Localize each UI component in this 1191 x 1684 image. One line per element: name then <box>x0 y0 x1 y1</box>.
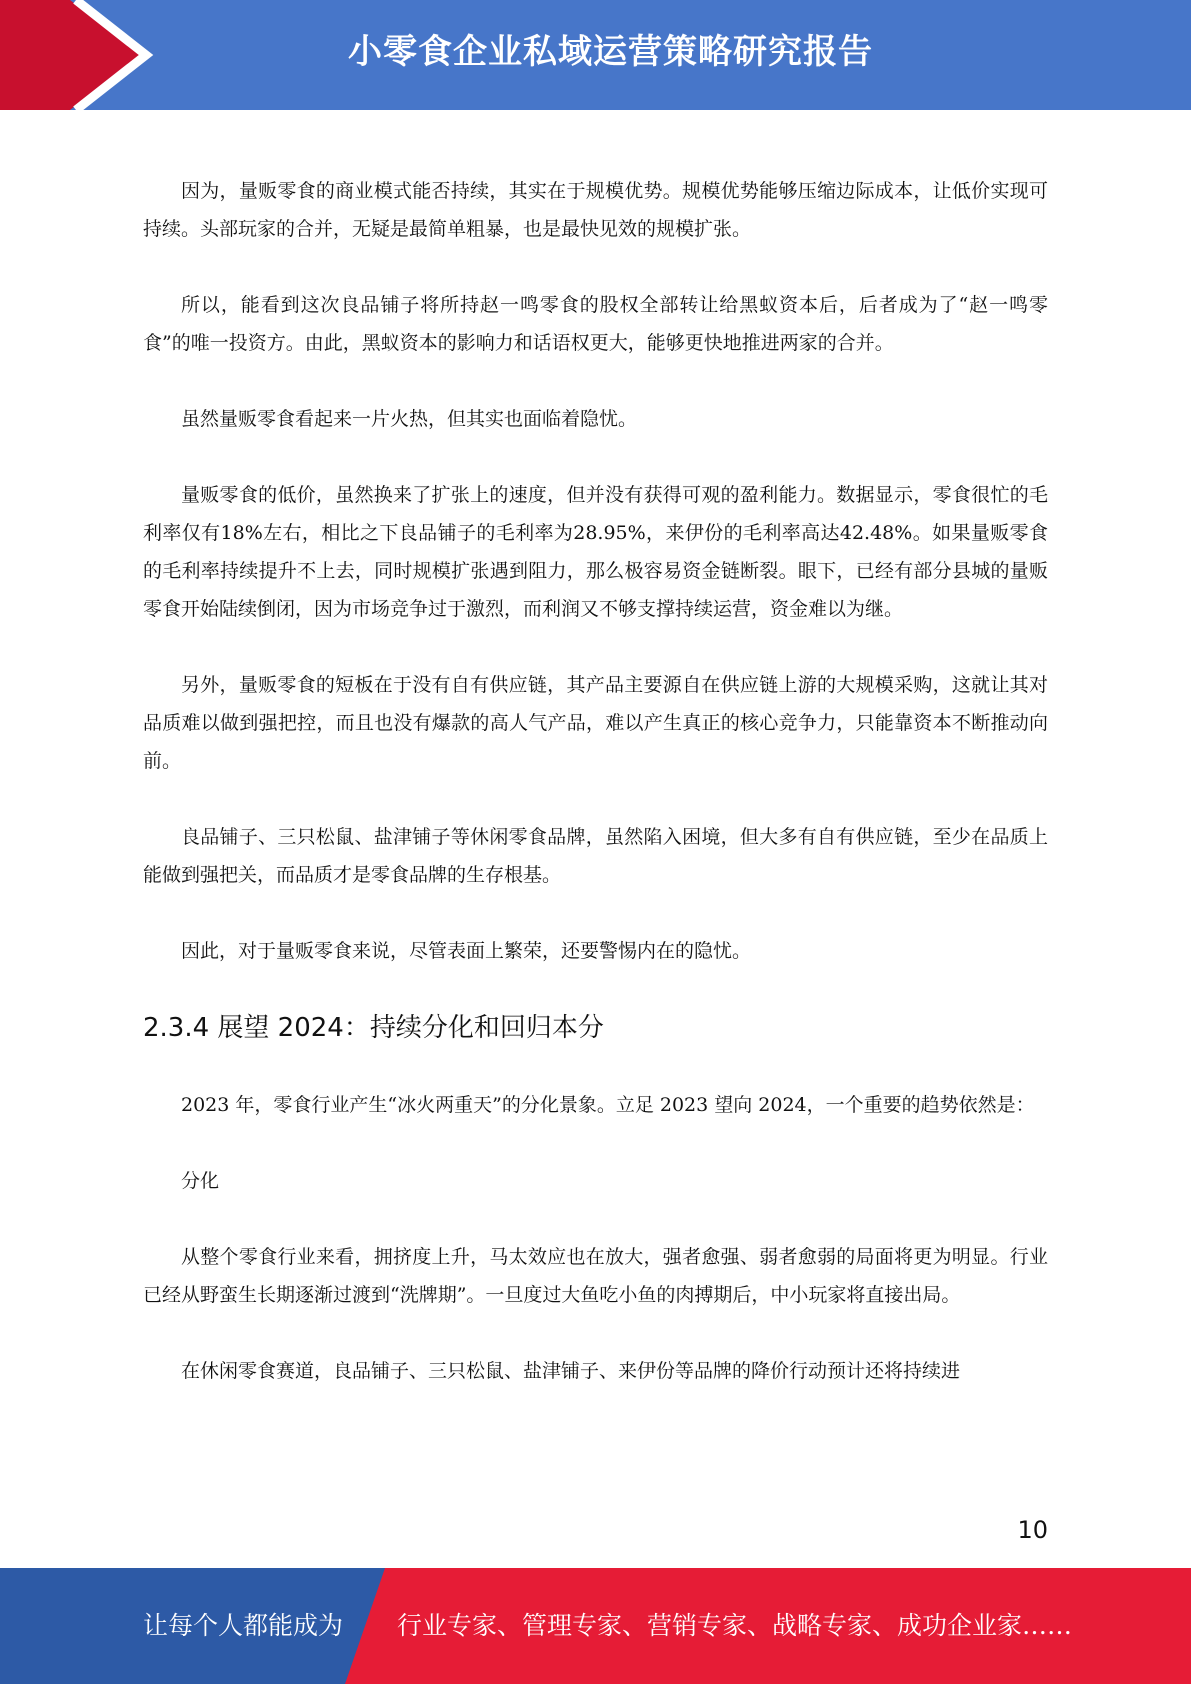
paragraph: 因为，量贩零食的商业模式能否持续，其实在于规模优势。规模优势能够压缩边际成本，让低价实现可持续。头部玩家的合并，无疑是最简单粗暴，也是最快见效的规模扩张。 <box>143 180 1048 240</box>
paragraph: 在休闲零食赛道，良品铺子、三只松鼠、盐津铺子、来伊份等品牌的降价行动预计还将持续进 <box>181 1360 961 1382</box>
page-header <box>0 0 1191 110</box>
paragraph: 所以，能看到这次良品铺子将所持赵一鸣零食的股权全部转让给黑蚁资本后，后者成为了“赵一鸣零食”的唯一投资方。由此，黑蚁资本的影响力和话语权更大，能够更快地推进两家的合并。 <box>143 294 1048 354</box>
paragraph: 良品铺子、三只松鼠、盐津铺子等休闲零食品牌，虽然陷入困境，但大多有自有供应链，至少在品质上能做到强把关，而品质才是零食品牌的生存根基。 <box>143 826 1048 886</box>
paragraph: 量贩零食的低价，虽然换来了扩张上的速度，但并没有获得可观的盈利能力。数据显示，零食很忙的毛利率仅有18%左右，相比之下良品铺子的毛利率为28.95%，来伊份的毛利率高达42.48%。如果量贩零食的毛利率持续提升不上去，同时规模扩张遇到阻力，那么极容易资金链断裂。眼下，已经有部分县城的量贩零食开始陆续倒闭，因为市场竞争过于激烈，而利润又不够支撑持续运营，资金难以为继。 <box>143 484 1048 620</box>
paragraph: 分化 <box>181 1170 220 1192</box>
document-body <box>143 172 1048 1428</box>
section-heading: 2.3.4 展望 2024：持续分化和回归本分 <box>143 1013 604 1043</box>
paragraph: 2023 年，零食行业产生“冰火两重天”的分化景象。立足 2023 望向 2024，一个重要的趋势依然是： <box>181 1094 1035 1116</box>
page-footer <box>0 1568 1191 1684</box>
page-number: 10 <box>1017 1516 1048 1544</box>
paragraph: 另外，量贩零食的短板在于没有自有供应链，其产品主要源自在供应链上游的大规模采购，这就让其对品质难以做到强把控，而且也没有爆款的高人气产品，难以产生真正的核心竞争力，只能靠资本不断推动向前。 <box>143 674 1048 772</box>
footer-slogan-left: 让每个人都能成为 <box>143 1611 344 1640</box>
paragraph: 因此，对于量贩零食来说，尽管表面上繁荣，还要警惕内在的隐忧。 <box>181 940 752 962</box>
footer-slogan-right: 行业专家、管理专家、营销专家、战略专家、成功企业家…… <box>397 1611 1073 1640</box>
paragraph: 虽然量贩零食看起来一片火热，但其实也面临着隐忧。 <box>181 408 638 430</box>
report-title: 小零食企业私域运营策略研究报告 <box>348 32 873 72</box>
paragraph: 从整个零食行业来看，拥挤度上升，马太效应也在放大，强者愈强、弱者愈弱的局面将更为明显。行业已经从野蛮生长期逐渐过渡到“洗牌期”。一旦度过大鱼吃小鱼的肉搏期后，中小玩家将直接出局。 <box>143 1246 1048 1306</box>
